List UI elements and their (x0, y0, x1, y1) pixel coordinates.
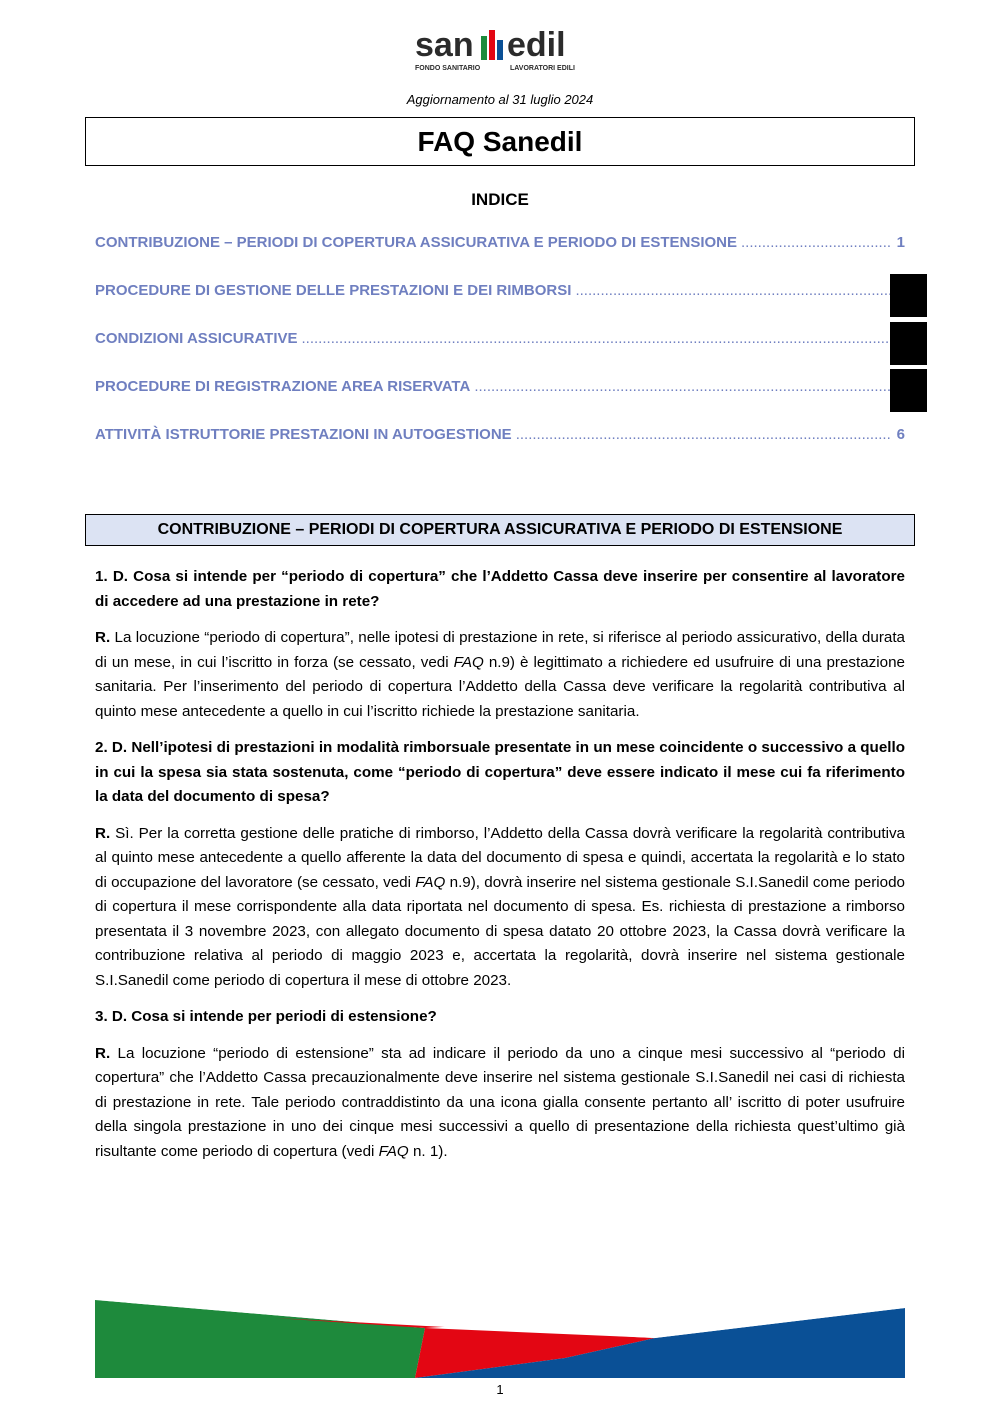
toc-item-label: CONTRIBUZIONE – PERIODI DI COPERTURA ASSICURATIVA E PERIODO DI ESTENSIONE (95, 234, 738, 251)
toc-item-label: PROCEDURE DI GESTIONE DELLE PRESTAZIONI E DEI RIMBORSI (95, 282, 572, 299)
toc-leader-dots (474, 378, 891, 395)
toc-leader-dots (741, 234, 891, 251)
answer-text: La locuzione “periodo di copertura”, nelle ipotesi di prestazione in rete, si riferisce al periodo assicurativo, della durata di un mese, in cui l’iscritto in forza (se cessato, vedi (95, 629, 905, 671)
toc-item-page: 6 (896, 426, 905, 443)
title-box (85, 117, 915, 166)
sanedil-logo (0, 26, 1000, 74)
faq-question-3: 3. D. Cosa si intende per periodi di estensione? (95, 1008, 437, 1025)
redaction-block (890, 369, 927, 412)
faq-answer-1 (95, 626, 905, 724)
answer-label: R. (95, 1044, 111, 1062)
toc-item-procedure-gestione[interactable] (95, 282, 905, 330)
faq-question-2: 2. D. Nell’ipotesi di prestazioni in modalità rimborsuale presentate in un mese coincidente o successivo a quello in cui la spesa sia stata sostenuta, come “periodo di copertura” deve essere indicato il mese cui fa riferimento la data del documento di spesa? (95, 739, 905, 805)
answer-text: n.9) è legittimato a richiedere ed usufruire di una prestazione sanitaria. Per l’inserimento del periodo di copertura l’Addetto della Cassa deve verificare la regolarità contributiva al quinto mese antecedente a quello in cui l’iscritto richiede la prestazione sanitaria. (95, 653, 905, 720)
toc-item-registrazione[interactable] (95, 378, 905, 426)
logo-sub-right: LAVORATORI EDILI (510, 65, 575, 72)
answer-text: n.9), dovrà inserire nel sistema gestionale S.I.Sanedil come periodo di copertura il mese corrispondente alla data riportata nel documento di spesa. Es. richiesta di prestazione a rimborso presentata il 3 novembre 2023, con allegato documento di spesa datato 20 ottobre 2023, la Cassa dovrà verificare la contribuzione relativa al periodo di maggio 2023 e, accertata la regolarità, dovrà inserire nel sistema gestionale S.I.Sanedil come periodo di copertura il mese di ottobre 2023. (95, 873, 905, 989)
toc-leader-dots (575, 282, 891, 299)
logo-text-left: san (415, 26, 474, 64)
answer-text: Sì. Per la corretta gestione delle pratiche di rimborso, l’Addetto della Cassa dovrà verificare la regolarità contributiva al quinto mese antecedente a quello afferente la data del documento di spesa e quindi, accertata la regolarità e lo stato di occupazione del lavoratore (se cessato, vedi (95, 824, 905, 891)
toc-item-page: 1 (896, 234, 905, 251)
faq-ref: FAQ (453, 653, 484, 671)
section-title: CONTRIBUZIONE – PERIODI DI COPERTURA ASSICURATIVA E PERIODO DI ESTENSIONE (157, 521, 843, 538)
answer-label: R. (95, 824, 111, 842)
index-heading: INDICE (471, 190, 529, 209)
answer-text: La locuzione “periodo di estensione” sta ad indicare il periodo da uno a cinque mesi successivo al “periodo di copertura” che l’Addetto Cassa precauzionalmente deve inserire nel sistema gestionale S.I.Sanedil nei casi di richiesta di prestazione in rete. Tale periodo contraddistinto da una icona gialla consente pertanto all’ iscritto di poter usufruire della singola prestazione in uno dei cinque mesi successivi a quello di presentazione della richiesta quest’ultimo già risultante come periodo di copertura (vedi (95, 1044, 905, 1160)
faq-answer-2 (95, 822, 905, 994)
logo-text-right: edil (507, 26, 566, 64)
footer-color-band (95, 1300, 905, 1378)
toc-item-autogestione[interactable] (95, 426, 905, 474)
section-header (85, 514, 915, 546)
table-of-contents (95, 234, 905, 474)
toc-leader-dots (302, 330, 891, 347)
faq-ref: FAQ (378, 1142, 409, 1160)
faq-question-1: 1. D. Cosa si intende per “periodo di copertura” che l’Addetto Cassa deve inserire per consentire al lavoratore di accedere ad una prestazione in rete? (95, 568, 905, 610)
update-date: Aggiornamento al 31 luglio 2024 (406, 92, 594, 107)
toc-item-contribuzione[interactable] (95, 234, 905, 282)
redaction-block (890, 322, 927, 365)
toc-leader-dots (516, 426, 891, 443)
page-title: FAQ Sanedil (417, 125, 583, 157)
page-number: 1 (496, 1382, 504, 1397)
faq-answer-3 (95, 1042, 905, 1165)
logo-sub-left: FONDO SANITARIO (415, 65, 481, 72)
faq-ref: FAQ (415, 873, 446, 891)
redaction-block (890, 274, 927, 317)
toc-item-label: PROCEDURE DI REGISTRAZIONE AREA RISERVATA (95, 378, 471, 395)
toc-item-condizioni[interactable] (95, 330, 905, 378)
toc-item-label: ATTIVITÀ ISTRUTTORIE PRESTAZIONI IN AUTOGESTIONE (95, 426, 512, 443)
answer-text: n. 1). (408, 1142, 448, 1160)
faq-content (95, 565, 905, 1176)
answer-label: R. (95, 629, 111, 646)
toc-item-label: CONDIZIONI ASSICURATIVE (95, 330, 298, 347)
